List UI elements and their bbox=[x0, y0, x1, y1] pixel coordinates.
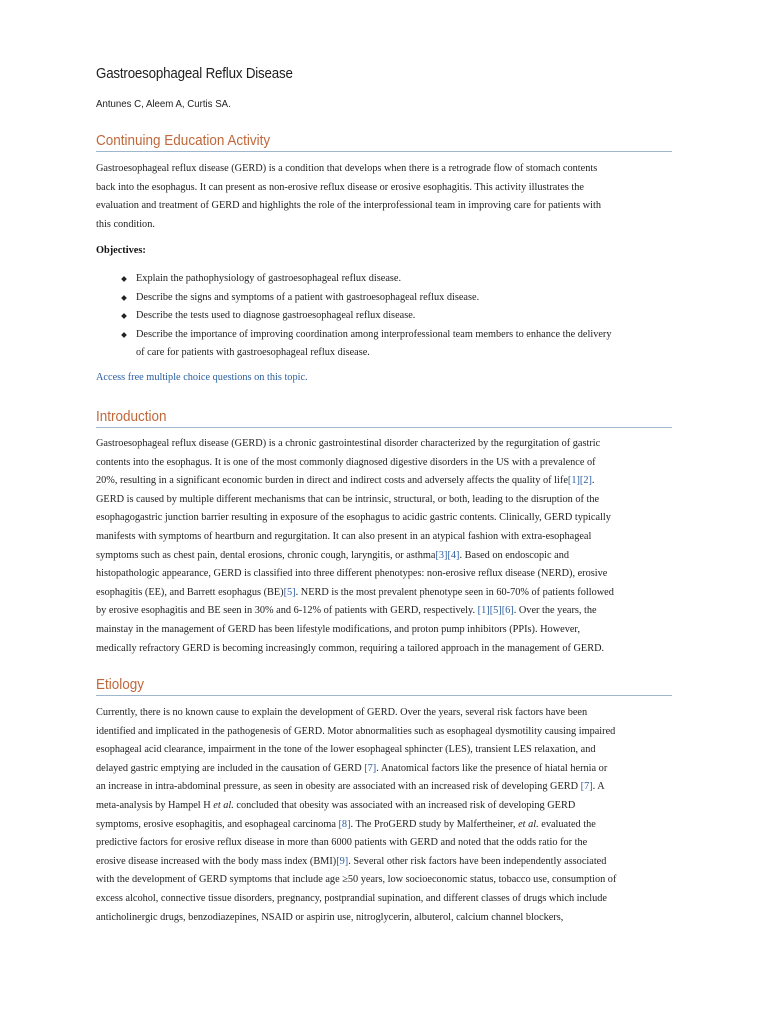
text-run: . bbox=[591, 475, 595, 487]
citation-link[interactable]: [7] bbox=[364, 762, 377, 774]
text-line bbox=[96, 621, 672, 640]
text-line bbox=[96, 472, 672, 491]
text-run: an increase in intra-abdominal pressure, as seen in obesity are associated with an increased risk of developing GERD bbox=[96, 781, 581, 793]
text-line bbox=[96, 816, 672, 835]
text-line bbox=[96, 547, 672, 566]
text-run: . Over the years, the bbox=[513, 605, 597, 617]
text-line: this condition. bbox=[96, 218, 155, 230]
text-run: . Anatomical factors like the presence of hiatal hernia or bbox=[376, 762, 608, 774]
text-line bbox=[96, 778, 672, 797]
text-run: 20%, resulting in a significant economic burden in direct and indirect costs and adversely affects the quality of life bbox=[96, 475, 568, 487]
text-run: Currently, there is no known cause to explain the development of GERD. Over the years, several risk factors have been bbox=[96, 707, 588, 718]
text-run: evaluated the bbox=[538, 818, 596, 830]
text-line: Gastroesophageal reflux disease (GERD) is a condition that develops when there is a retrograde flow of stomach contents bbox=[96, 163, 598, 174]
etiology-paragraph bbox=[96, 704, 672, 927]
text-line bbox=[96, 871, 672, 890]
text-line: evaluation and treatment of GERD and highlights the role of the interprofessional team in improving care for patients with bbox=[96, 200, 601, 212]
text-line bbox=[96, 509, 672, 528]
section-heading-etiology-label: Etiology bbox=[96, 676, 145, 693]
text-line bbox=[96, 909, 672, 928]
text-line bbox=[96, 834, 672, 853]
citation-link[interactable]: [1] bbox=[477, 605, 490, 617]
section-heading-etiology bbox=[96, 676, 672, 696]
citation-link[interactable]: [3] bbox=[435, 549, 448, 561]
document-title: Gastroesophageal Reflux Disease bbox=[96, 66, 293, 82]
text-run: erosive disease increased with the body mass index (BMI) bbox=[96, 855, 337, 867]
italic-text: et al. bbox=[213, 799, 234, 811]
text-line bbox=[96, 723, 672, 742]
text-run: contents into the esophagus. It is one of the most commonly diagnosed digestive disorders in the US with a prevalence of bbox=[96, 456, 596, 468]
text-run: symptoms, erosive esophagitis, and esophageal carcinoma bbox=[96, 818, 339, 830]
section-heading-introduction bbox=[96, 408, 672, 428]
introduction-paragraph bbox=[96, 435, 672, 658]
text-line: back into the esophagus. It can present as non-erosive reflux disease or erosive esophagitis. This activity illustrates the bbox=[96, 181, 584, 193]
text-run: esophagitis (EE), and Barrett esophagus (BE) bbox=[96, 586, 284, 598]
access-questions-link[interactable]: Access free multiple choice questions on this topic. bbox=[96, 372, 308, 383]
text-run: predictive factors for erosive reflux disease in more than 6000 patients with GERD and noted that the odds ratio for the bbox=[96, 837, 588, 849]
text-line bbox=[96, 797, 672, 816]
citation-link[interactable]: [5] bbox=[283, 586, 296, 598]
section-heading-cea bbox=[96, 132, 672, 152]
objective-text: Describe the tests used to diagnose gastroesophageal reflux disease. bbox=[136, 310, 416, 322]
text-run: symptoms such as chest pain, dental erosions, chronic cough, laryngitis, or asthma bbox=[96, 549, 436, 561]
text-run: manifests with symptoms of heartburn and regurgitation. It can also present in an atypical fashion with extra-esophageal bbox=[96, 530, 592, 542]
text-run: Gastroesophageal reflux disease (GERD) is a chronic gastrointestinal disorder characterized by the regurgitation of gastric bbox=[96, 438, 601, 449]
text-run: medically refractory GERD is becoming increasingly common, requiring a tailored approach in the management of GERD. bbox=[96, 642, 605, 654]
text-line bbox=[96, 640, 672, 659]
text-run: esophagogastric junction barrier resulting in exposure of the esophagus to acidic gastric contents. Clinically, GERD typically bbox=[96, 512, 611, 524]
section-heading-cea-label: Continuing Education Activity bbox=[96, 132, 271, 149]
citation-link[interactable]: [2] bbox=[579, 475, 592, 487]
text-line bbox=[96, 741, 672, 760]
text-run: histopathologic appearance, GERD is classified into three different phenotypes: non-erosive reflux disease (NERD), erosive bbox=[96, 568, 608, 580]
italic-text: et al. bbox=[518, 818, 539, 830]
citation-link[interactable]: [1] bbox=[567, 475, 580, 487]
objective-item bbox=[120, 270, 672, 289]
text-run: identified and implicated in the pathogenesis of GERD. Motor abnormalities such as esophageal dysmotility causing impaired bbox=[96, 725, 616, 737]
text-line bbox=[96, 890, 672, 909]
text-line bbox=[96, 565, 672, 584]
document-authors: Antunes C, Aleem A, Curtis SA. bbox=[96, 98, 231, 110]
text-line bbox=[96, 528, 672, 547]
objective-item bbox=[120, 307, 672, 326]
cea-intro-paragraph bbox=[96, 160, 672, 234]
citation-link[interactable]: [8] bbox=[338, 818, 351, 830]
text-line bbox=[96, 454, 672, 473]
text-run: with the development of GERD symptoms that include age ≥50 years, low socioeconomic status, tobacco use, consumption of bbox=[96, 874, 617, 886]
text-run: . NERD is the most prevalent phenotype seen in 60-70% of patients followed bbox=[295, 586, 614, 598]
text-line bbox=[96, 491, 672, 510]
text-run: . The ProGERD study by Malfertheiner, bbox=[350, 818, 519, 830]
objective-text: Describe the signs and symptoms of a patient with gastroesophageal reflux disease. bbox=[136, 291, 480, 303]
objectives-list bbox=[120, 270, 672, 363]
text-line bbox=[96, 435, 672, 454]
citation-link[interactable]: [7] bbox=[580, 781, 593, 793]
objective-item bbox=[120, 326, 672, 363]
objective-item bbox=[120, 289, 672, 308]
text-run: meta-analysis by Hampel H bbox=[96, 799, 214, 811]
text-run: anticholinergic drugs, benzodiazepines, NSAID or aspirin use, nitroglycerin, albuterol, calcium channel blockers, bbox=[96, 911, 564, 923]
citation-link[interactable]: [9] bbox=[336, 855, 349, 867]
section-heading-introduction-label: Introduction bbox=[96, 408, 167, 425]
objectives-label: Objectives: bbox=[96, 245, 146, 256]
text-run: excess alcohol, connective tissue disorders, pregnancy, postprandial supination, and different classes of drugs which include bbox=[96, 892, 607, 904]
text-run: by erosive esophagitis and BE seen in 30% and 6-12% of patients with GERD, respectively. bbox=[96, 605, 478, 617]
text-run: esophageal acid clearance, impairment in the tone of the lower esophageal sphincter (LES), transient LES relaxation, and bbox=[96, 744, 596, 756]
text-run: delayed gastric emptying are included in the causation of GERD bbox=[96, 762, 365, 774]
text-line bbox=[96, 602, 672, 621]
text-line bbox=[96, 853, 672, 872]
text-line bbox=[96, 760, 672, 779]
bullet-icon bbox=[121, 276, 127, 282]
citation-link[interactable]: [5] bbox=[489, 605, 502, 617]
objective-text: of care for patients with gastroesophageal reflux disease. bbox=[136, 347, 370, 359]
bullet-icon bbox=[121, 295, 127, 301]
text-run: . A bbox=[592, 781, 605, 793]
text-line bbox=[96, 704, 672, 723]
text-run: . Several other risk factors have been independently associated bbox=[348, 855, 607, 867]
citation-link[interactable]: [6] bbox=[501, 605, 514, 617]
objective-text: Describe the importance of improving coordination among interprofessional team members to enhance the delivery bbox=[136, 328, 612, 340]
citation-link[interactable]: [4] bbox=[447, 549, 460, 561]
objective-text: Explain the pathophysiology of gastroesophageal reflux disease. bbox=[136, 273, 402, 284]
text-run: mainstay in the management of GERD has been lifestyle modifications, and proton pump inhibitors (PPIs). However, bbox=[96, 623, 581, 635]
text-run: concluded that obesity was associated with an increased risk of developing GERD bbox=[233, 799, 576, 811]
text-line bbox=[96, 584, 672, 603]
bullet-icon bbox=[121, 313, 127, 319]
bullet-icon bbox=[121, 332, 127, 338]
text-run: . Based on endoscopic and bbox=[459, 549, 570, 561]
text-run: GERD is caused by multiple different mechanisms that can be intrinsic, structural, or both, leading to the disruption of the bbox=[96, 493, 600, 505]
